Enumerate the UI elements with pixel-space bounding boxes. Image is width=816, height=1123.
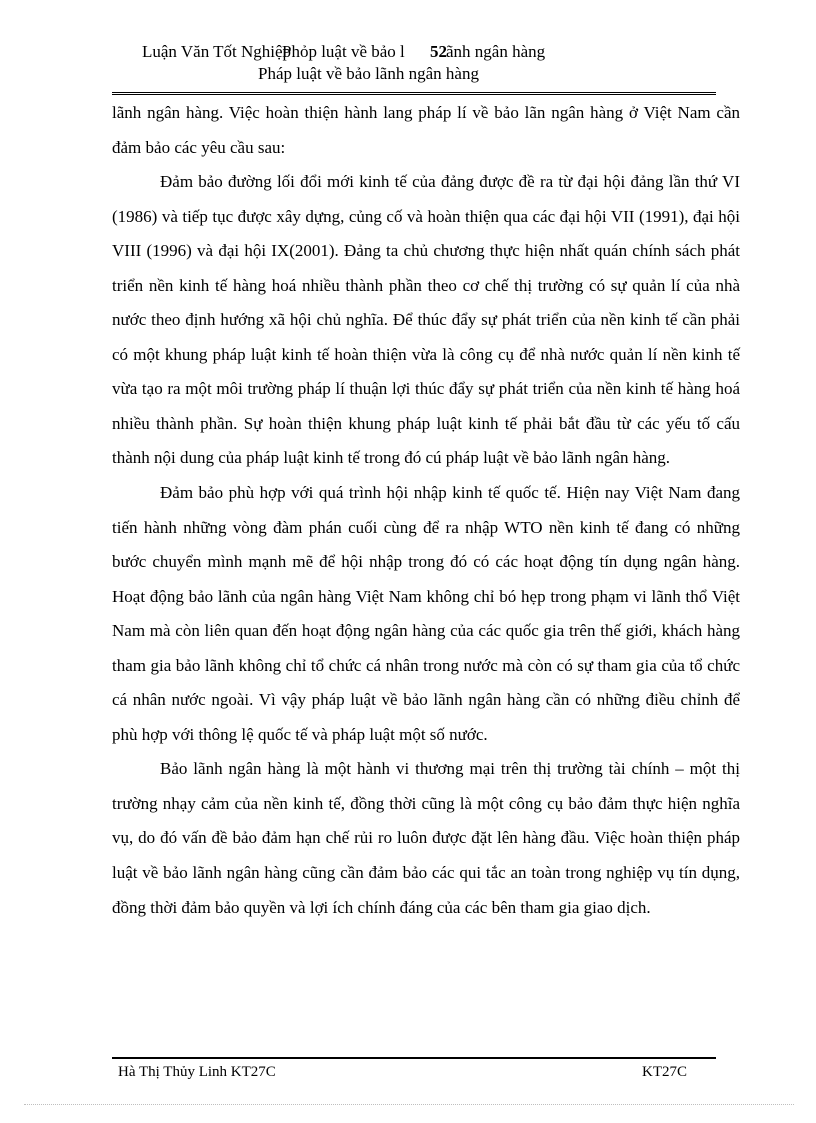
- body-text: [112, 96, 740, 925]
- footer-class: KT27C: [642, 1064, 687, 1080]
- header-thesis-label: Luận Văn Tốt Nghiệp: [142, 42, 292, 61]
- footer-author: Hà Thị Thủy Linh KT27C: [118, 1064, 276, 1080]
- page-bottom-dotted-line: [24, 1104, 794, 1105]
- page-number: 52: [430, 42, 447, 61]
- paragraph-4: Bảo lãnh ngân hàng là một hành vi thương mại trên thị trường tài chính – một thị trường nhạy cảm của nền kinh tế, đồng thời cũng là một công cụ bảo đảm thực hiện nghĩa vụ, do đó vấn đề bảo đảm hạn chế rủi ro luôn được đặt lên hàng đầu. Việc hoàn thiện pháp luật về bảo lãnh ngân hàng cũng cần đảm bảo các qui tắc an toàn trong nghiệp vụ tín dụng, đồng thời đảm bảo quyền và lợi ích chính đáng của các bên tham gia giao dịch.: [112, 759, 740, 917]
- header-title-part2: ãnh ngân hàng: [446, 42, 546, 61]
- header-subtitle: Pháp luật về bảo lãnh ngân hàng: [258, 64, 479, 83]
- header-title-part1: Phỏp luật về bảo l: [282, 42, 405, 61]
- header-divider: [112, 92, 716, 95]
- footer-divider: [112, 1057, 716, 1059]
- paragraph-3: Đảm bảo phù hợp với quá trình hội nhập kinh tế quốc tế. Hiện nay Việt Nam đang tiến hành những vòng đàm phán cuối cùng để ra nhập WTO nền kinh tế đang có những bước chuyển mình mạnh mẽ để hội nhập trong đó có các hoạt động tín dụng ngân hàng. Hoạt động bảo lãnh của ngân hàng Việt Nam không chỉ bó hẹp trong phạm vi lãnh thổ Việt Nam mà còn liên quan đến hoạt động ngân hàng của các quốc gia trên thế giới, khách hàng tham gia bảo lãnh không chỉ tổ chức cá nhân trong nước mà còn có sự tham gia của tổ chức cá nhân nước ngoài. Vì vậy pháp luật về bảo lãnh ngân hàng cần có những điều chỉnh để phù hợp với thông lệ quốc tế và pháp luật một số nước.: [112, 483, 740, 744]
- paragraph-1: lãnh ngân hàng. Việc hoàn thiện hành lang pháp lí về bảo lãn ngân hàng ở Việt Nam cần đảm bảo các yêu cầu sau:: [112, 103, 740, 157]
- paragraph-2: Đảm bảo đường lối đổi mới kinh tế của đảng được đề ra từ đại hội đảng lần thứ VI (1986) và tiếp tục được xây dựng, củng cố và hoàn thiện qua các đại hội VII (1991), đại hội VIII (1996) và đại hội IX(2001). Đảng ta chủ chương thực hiện nhất quán chính sách phát triển nền kinh tế hàng hoá nhiều thành phần theo cơ chế thị trường có sự quản lí của nhà nước theo định hướng xã hội chủ nghĩa. Để thúc đẩy sự phát triển của nền kinh tế cần phải có một khung pháp luật kinh tế hoàn thiện vừa là công cụ để nhà nước quản lí nền kinh tế vừa tạo ra một môi trường pháp lí thuận lợi thúc đẩy sự phát triển của nền kinh tế hàng hoá nhiều thành phần. Sự hoàn thiện khung pháp luật kinh tế phải bắt đầu từ các yếu tố cấu thành nội dung của pháp luật kinh tế trong đó cú pháp luật về bảo lãnh ngân hàng.: [112, 172, 740, 468]
- running-header: [128, 40, 568, 64]
